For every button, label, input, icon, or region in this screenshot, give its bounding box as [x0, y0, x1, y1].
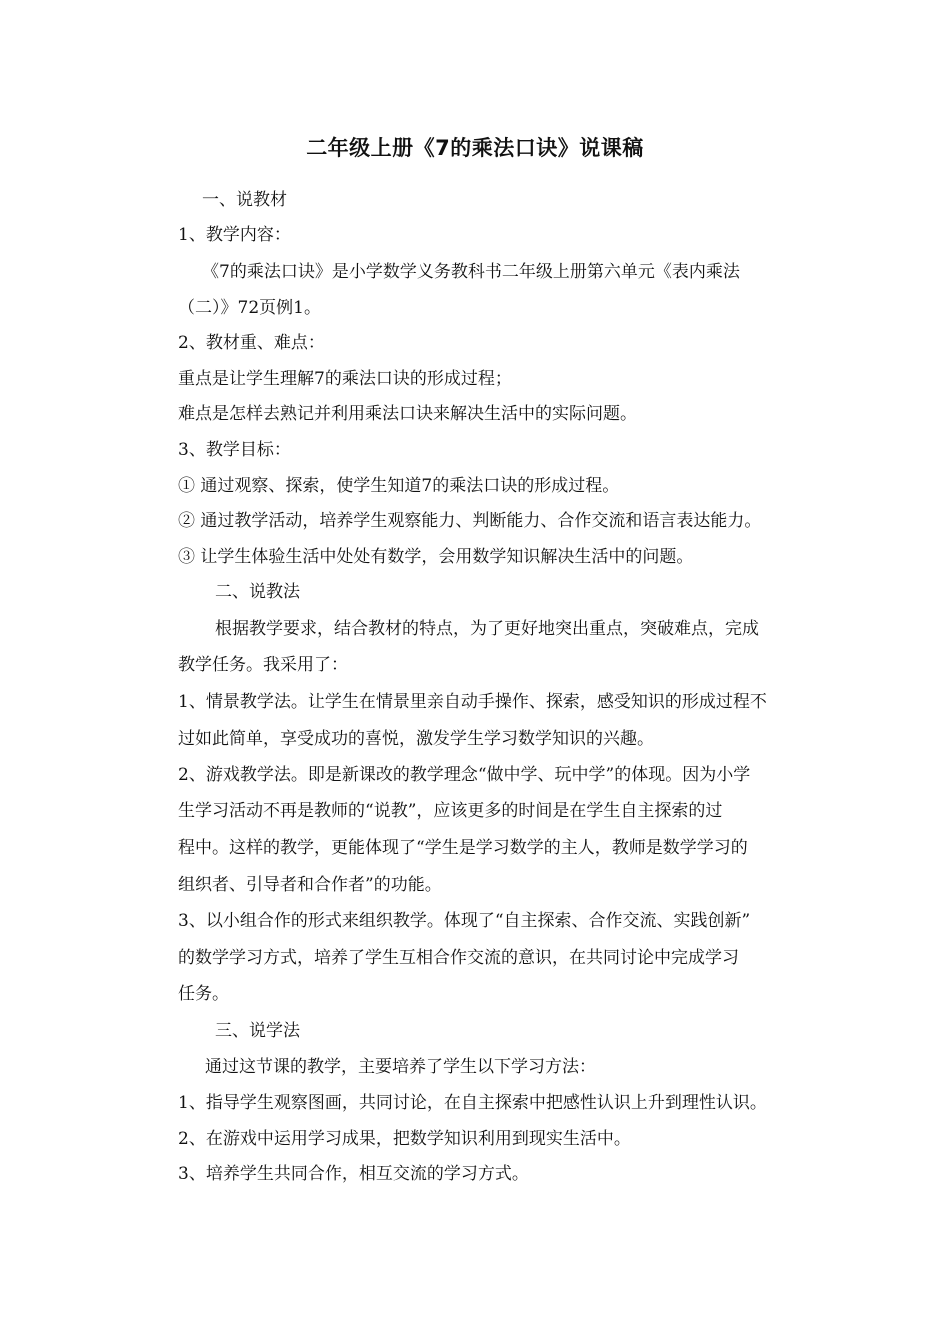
- paragraph-line: 的数学学习方式，培养了学生互相合作交流的意识，在共同讨论中完成学习: [178, 948, 739, 968]
- paragraph-line: 过如此简单，享受成功的喜悦，激发学生学习数学知识的兴趣。: [178, 729, 654, 749]
- goal-item: ② 通过教学活动，培养学生观察能力、判断能力、合作交流和语言表达能力。: [178, 511, 762, 531]
- subheading-teaching-goals: 3、教学目标：: [178, 440, 291, 460]
- paragraph-line: 教学任务。我采用了：: [178, 655, 348, 675]
- paragraph-line: 根据教学要求，结合教材的特点，为了更好地突出重点，突破难点，完成: [215, 619, 759, 639]
- paragraph-line: 组织者、引导者和合作者”的功能。: [178, 875, 442, 895]
- paragraph-line: 2、游戏教学法。即是新课改的教学理念“做中学、玩中学”的体现。因为小学: [178, 765, 751, 785]
- section-heading-teaching-method: 二、说教法: [215, 582, 300, 602]
- subheading-teaching-content: 1、教学内容：: [178, 225, 291, 245]
- goal-item: ① 通过观察、探索，使学生知道7的乘法口诀的形成过程。: [178, 476, 620, 496]
- method-item: 3、培养学生共同合作，相互交流的学习方式。: [178, 1164, 529, 1184]
- goal-item: ③ 让学生体验生活中处处有数学，会用数学知识解决生活中的问题。: [178, 547, 694, 567]
- paragraph-line: 生学习活动不再是教师的“说教”，应该更多的时间是在学生自主探索的过: [178, 801, 723, 821]
- paragraph-line: 任务。: [178, 984, 229, 1004]
- paragraph-line: 程中。这样的教学，更能体现了“学生是学习数学的主人，教师是数学学习的: [178, 838, 748, 858]
- paragraph-line: 通过这节课的教学，主要培养了学生以下学习方法：: [205, 1057, 596, 1077]
- paragraph-line: 重点是让学生理解7的乘法口诀的形成过程；: [178, 369, 512, 389]
- paragraph-line: 《7的乘法口诀》是小学数学义务教科书二年级上册第六单元《表内乘法: [202, 262, 740, 282]
- document-title: 二年级上册《7的乘法口诀》说课稿: [306, 136, 644, 160]
- method-item: 1、指导学生观察图画，共同讨论，在自主探索中把感性认识上升到理性认识。: [178, 1093, 767, 1113]
- method-item: 2、在游戏中运用学习成果，把数学知识利用到现实生活中。: [178, 1129, 631, 1149]
- paragraph-line: 3、以小组合作的形式来组织教学。体现了“自主探索、合作交流、实践创新”: [178, 911, 751, 931]
- section-heading-learning-method: 三、说学法: [215, 1021, 300, 1041]
- paragraph-line: （二）》72页例1。: [178, 298, 321, 318]
- paragraph-line: 1、情景教学法。让学生在情景里亲自动手操作、探索，感受知识的形成过程不: [178, 692, 767, 712]
- paragraph-line: 难点是怎样去熟记并利用乘法口诀来解决生活中的实际问题。: [178, 404, 637, 424]
- subheading-key-points: 2、教材重、难点：: [178, 333, 325, 353]
- section-heading-teaching-material: 一、说教材: [202, 190, 287, 210]
